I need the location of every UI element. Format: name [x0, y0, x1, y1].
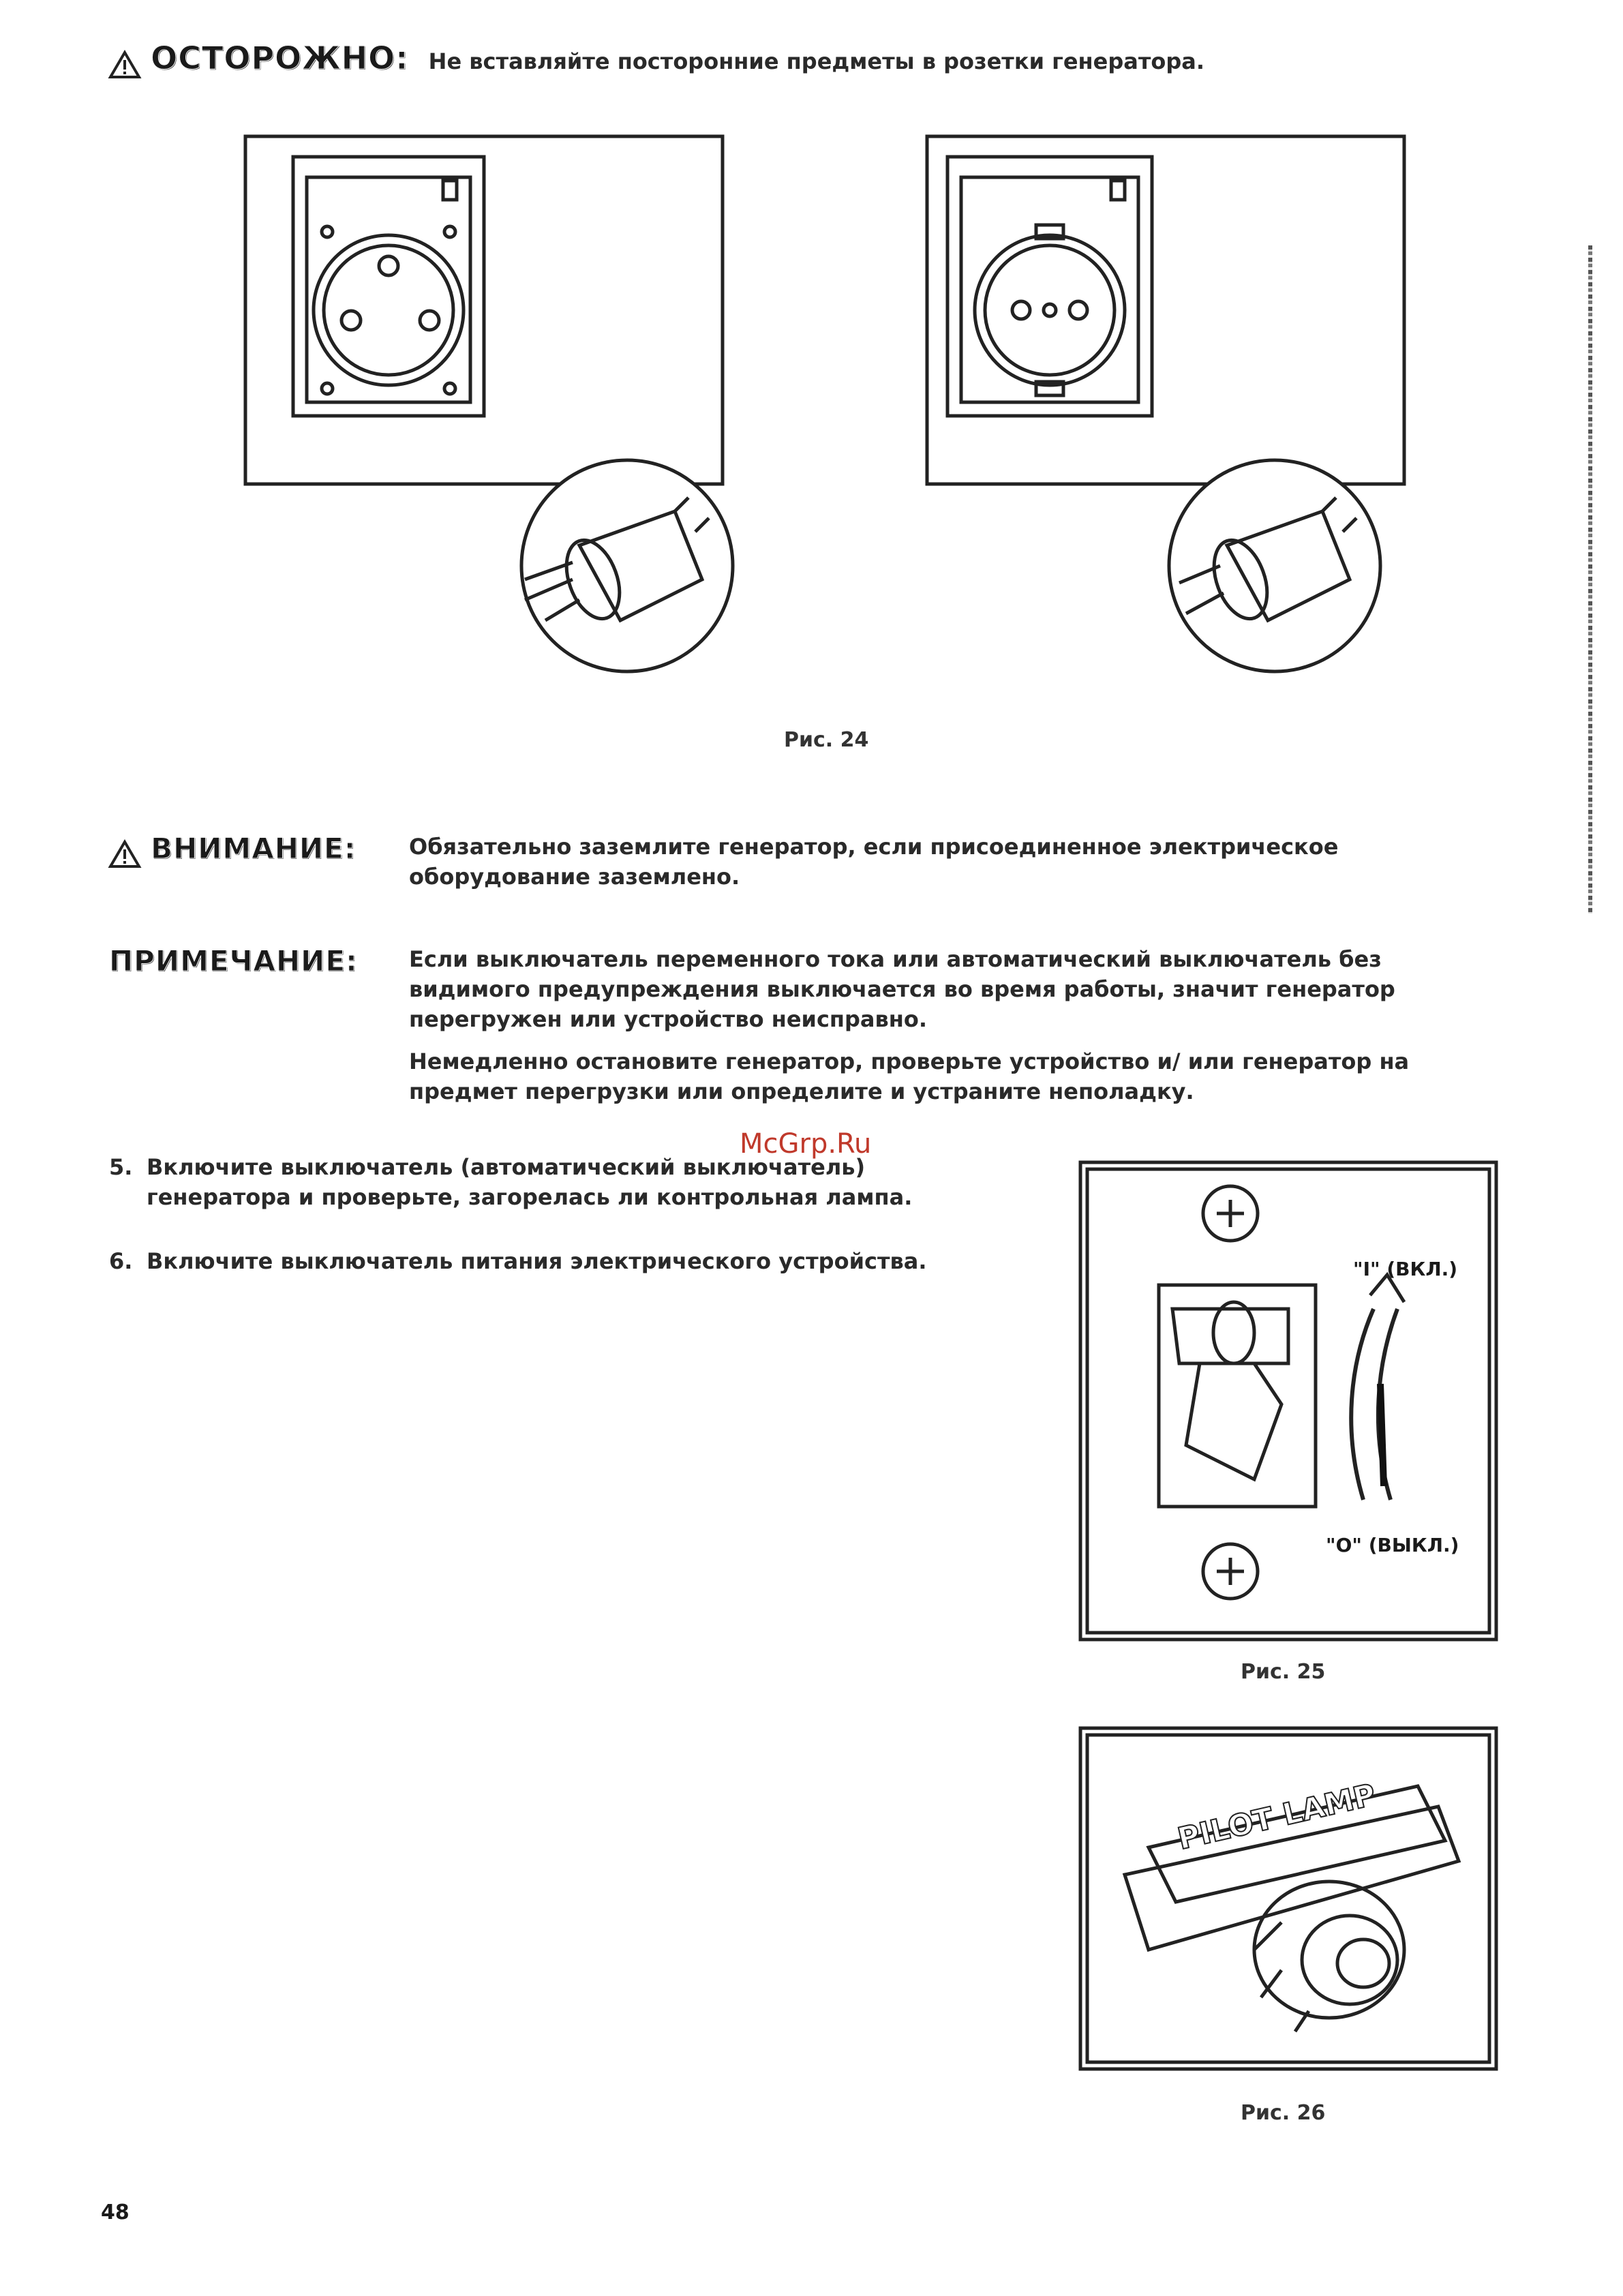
warning-triangle-icon — [109, 51, 140, 81]
step-text: Включите выключатель питания электрического устройства. — [147, 1248, 927, 1274]
step-text: Включите выключатель (автоматический выключатель) генератора и проверьте, загорелась ли контрольная лампа. — [147, 1154, 913, 1210]
list-item — [109, 1246, 947, 1276]
figure-26-illustration — [1077, 1725, 1500, 2072]
list-item — [109, 1152, 947, 1212]
step-number: 6. — [109, 1248, 133, 1274]
note-paragraph-2: Немедленно остановите генератор, проверьте устройство и/ или генератор на предмет перегрузки или определите и устраните неполадку. — [409, 1048, 1410, 1104]
figure-24-caption: Рис. 24 — [784, 728, 869, 752]
switch-on-label: "I" (ВКЛ.) — [1353, 1258, 1458, 1280]
note-label: ПРИМЕЧАНИЕ: — [109, 944, 358, 978]
page-number: 48 — [101, 2201, 130, 2224]
watermark: McGrp.Ru — [740, 1128, 872, 1160]
note-paragraph-1: Если выключатель переменного тока или автоматический выключатель без видимого предупреждения выключается во время работы, значит генератор перегружен или устройство неисправно. — [409, 946, 1395, 1032]
attention-block — [109, 832, 1513, 892]
attention-label: ВНИМАНИЕ: — [151, 832, 357, 865]
pilot-lamp-label: PILOT LAMP — [1174, 1777, 1379, 1857]
caution-text: Не вставляйте посторонние предметы в розетки генератора. — [428, 48, 1205, 74]
figure-24-illustration — [239, 130, 1431, 689]
scan-edge-mark — [1588, 245, 1592, 913]
switch-off-label: "O" (ВЫКЛ.) — [1326, 1534, 1459, 1556]
figure-25-illustration — [1077, 1159, 1500, 1650]
steps-list — [109, 1152, 947, 1276]
figure-25-caption: Рис. 25 — [1241, 1660, 1326, 1684]
caution-label: ОСТОРОЖНО: — [151, 40, 409, 76]
step-number: 5. — [109, 1154, 133, 1180]
attention-text: Обязательно заземлите генератор, если присоединенное электрическое оборудование заземлено. — [409, 834, 1339, 890]
note-block — [109, 944, 1513, 1106]
caution-line — [109, 40, 1204, 81]
warning-triangle-icon — [109, 841, 140, 871]
figure-26-caption: Рис. 26 — [1241, 2101, 1326, 2125]
